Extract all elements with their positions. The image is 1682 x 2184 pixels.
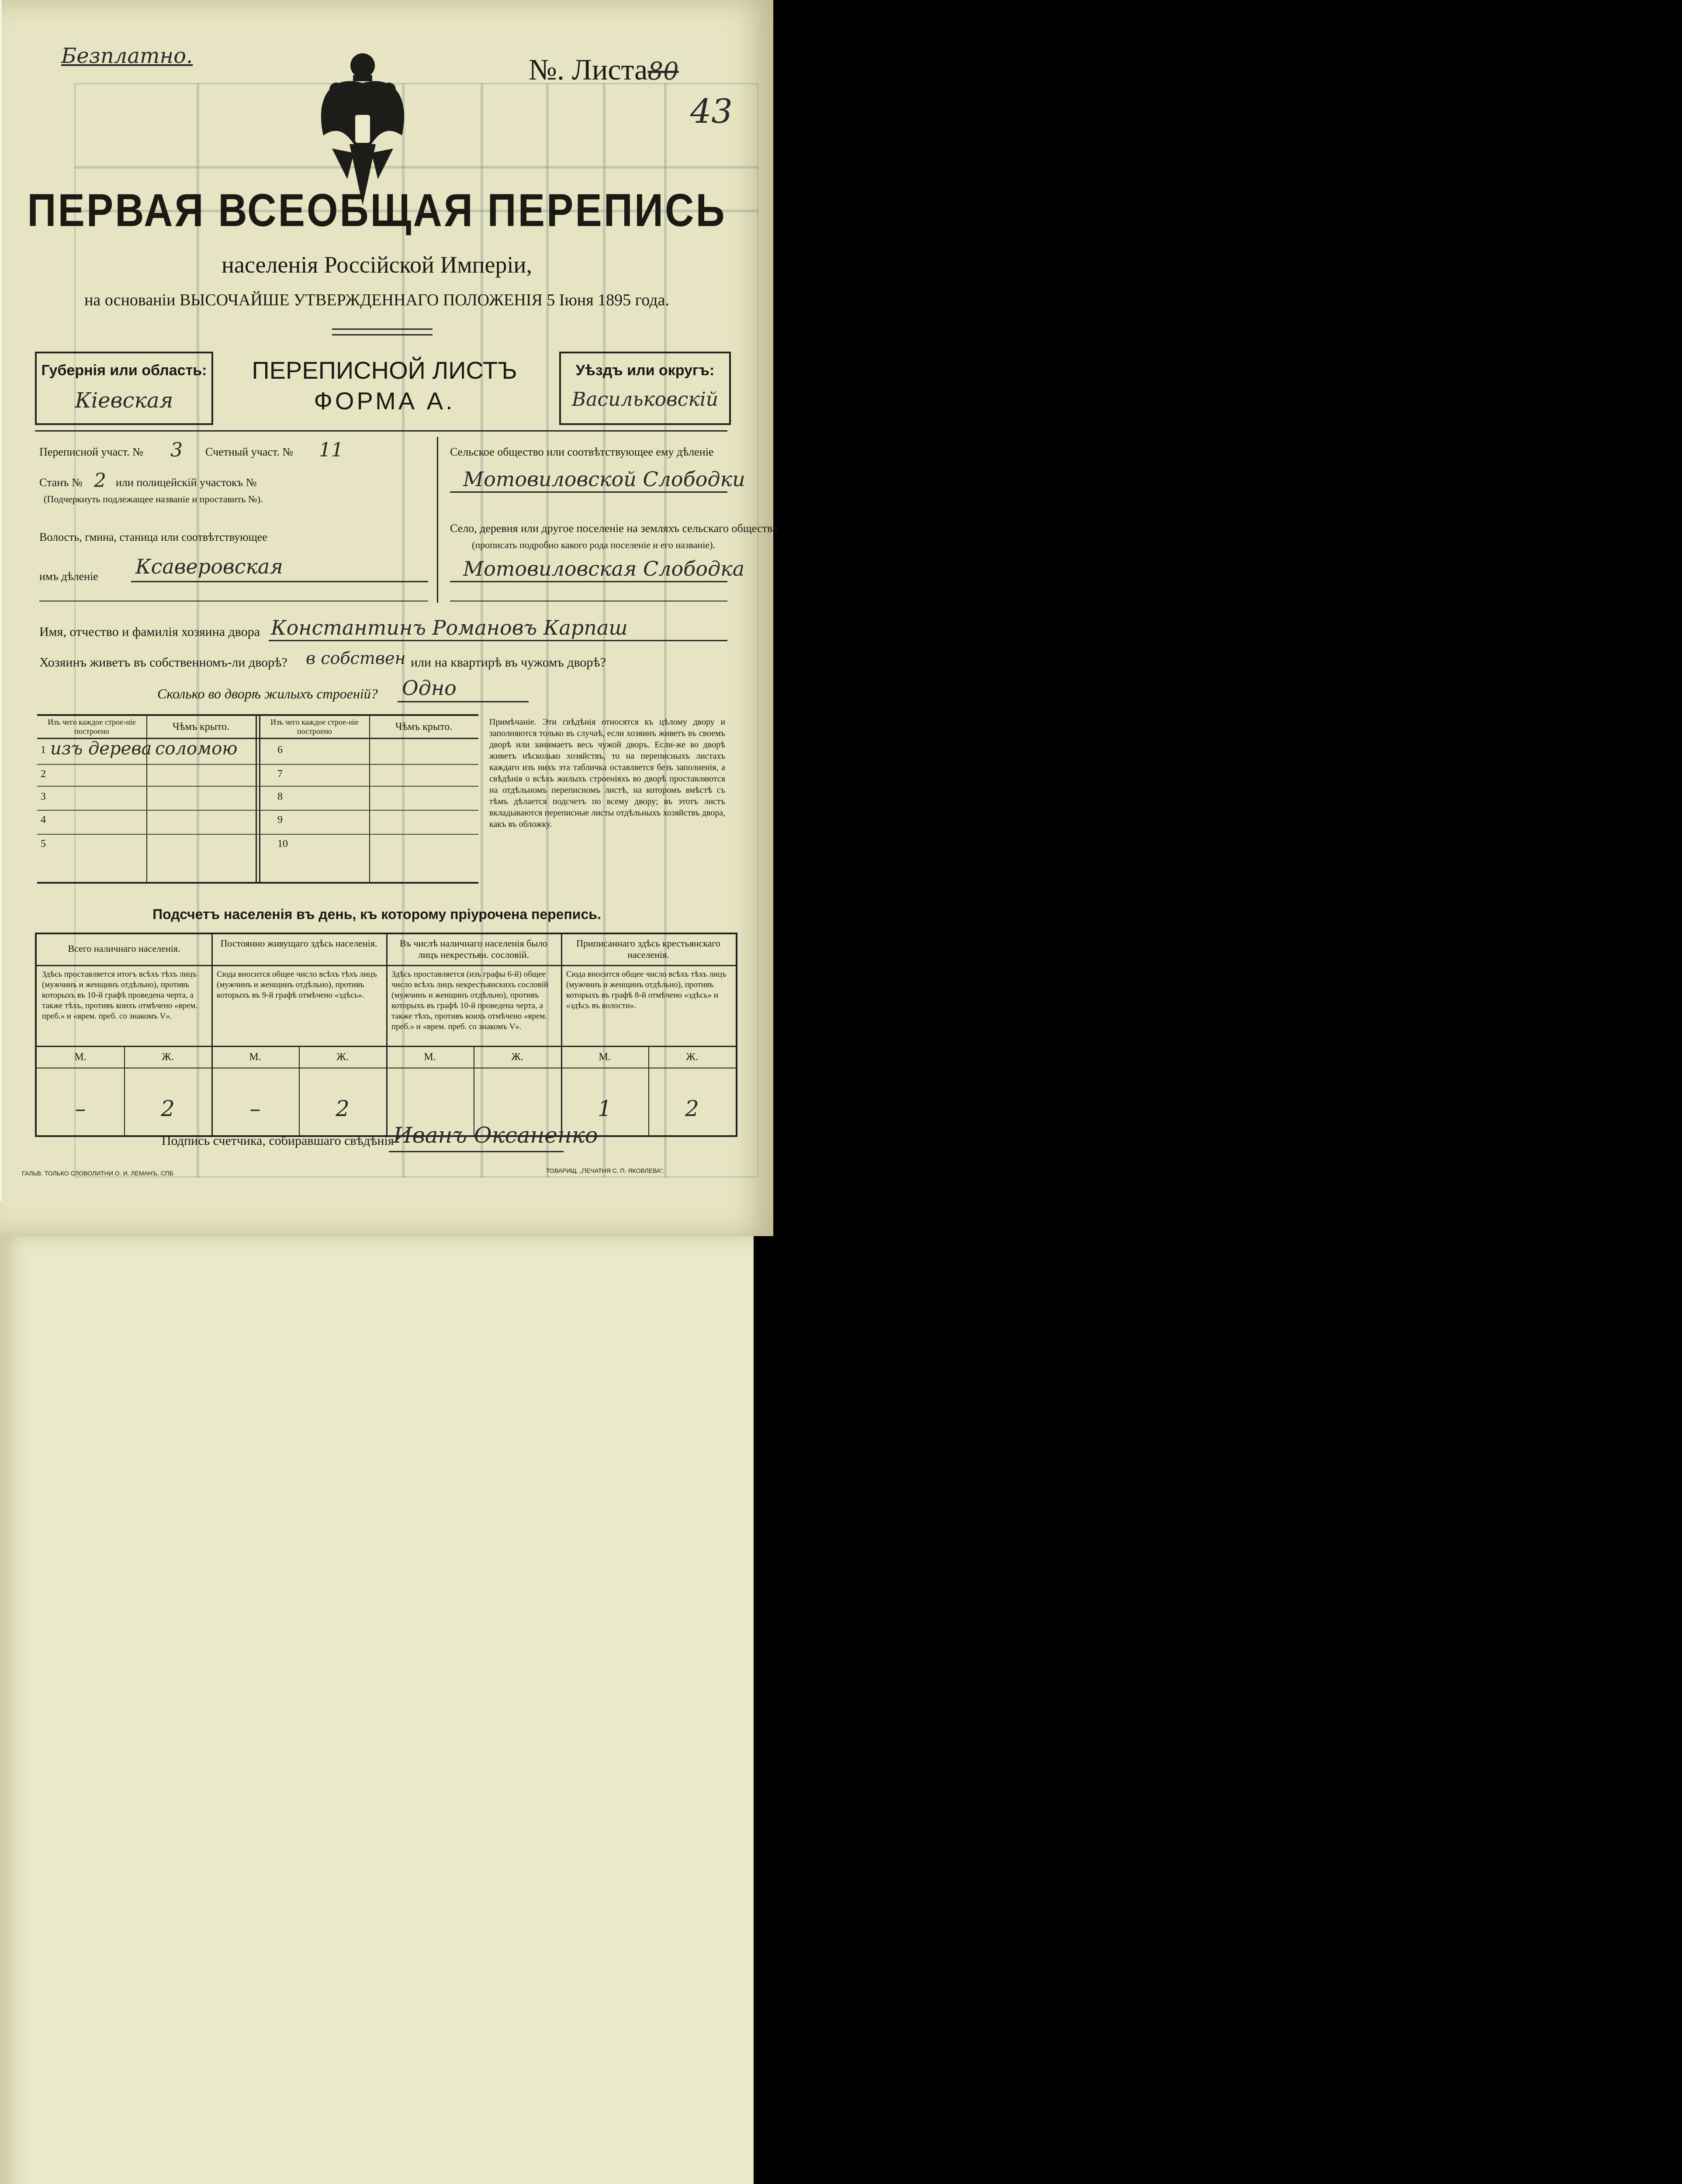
row-number: 9 — [277, 814, 283, 826]
count-zh-label: Ж. — [686, 1051, 698, 1063]
signature-value: Иванъ Оксаненко — [393, 1123, 598, 1148]
society-label: Сельское общество или соотвѣтствующее ему дѣленіе — [450, 446, 714, 458]
table-row-line — [37, 764, 478, 765]
stan-label: Станъ № — [39, 476, 83, 489]
table-col-line — [386, 934, 388, 1135]
row-number: 3 — [41, 791, 46, 802]
count-zh-label: Ж. — [511, 1051, 523, 1063]
census-title: ПЕРВАЯ ВСЕОБЩАЯ ПЕРЕПИСЬ — [27, 185, 727, 236]
row-roof: соломою — [155, 739, 238, 759]
table-row-line — [37, 810, 478, 811]
count-col-head: Всего наличнаго населенія. — [68, 943, 180, 954]
count-zh-value: 2 — [685, 1096, 699, 1121]
row-number: 6 — [277, 744, 283, 756]
count-col-desc: Здѣсь проставляется итогъ всѣхъ тѣхъ лицъ (мужчинъ и женщинъ отдѣльно), противъ которыхъ въ 10-й графѣ проведена черта, а также тѣхъ, противъ коихъ отмѣчено «врем. преб.» и «врем. преб. со знакомъ V». — [42, 970, 198, 1021]
count-m-value: 1 — [598, 1096, 612, 1121]
village-value: Мотовиловская Слободка — [463, 557, 744, 581]
district-value: Васильковскій — [571, 388, 719, 411]
volost-line — [131, 581, 428, 582]
table-col-line — [259, 716, 260, 882]
village-label: Село, деревня или другое поселеніе на земляхъ сельскаго общества — [450, 522, 778, 535]
col-material-header: Изъ чего каждое строе-ніе построено — [48, 718, 136, 736]
field-divider — [437, 437, 438, 603]
count-col-head: Приписаннаго здѣсь крестьянскаго населенія. — [576, 938, 720, 960]
count-m-label: М. — [599, 1051, 611, 1063]
district-label: Уѣздъ или округъ: — [575, 362, 715, 379]
row-number: 5 — [41, 838, 46, 850]
count-m-value: – — [75, 1096, 86, 1121]
count-m-label: М. — [74, 1051, 87, 1063]
sheet-number-label: №. Листа80 — [529, 53, 679, 86]
table-row-line — [37, 834, 478, 835]
census-section-value: 3 — [170, 439, 183, 461]
count-m-label: М. — [249, 1051, 261, 1063]
table-col-line — [256, 716, 257, 882]
title-ornament — [332, 328, 433, 335]
count-col-desc: Сюда вносится общее число всѣхъ тѣхъ лицъ (мужчинъ и женщинъ отдѣльно), противъ которыхъ въ 9-й графѣ отмѣчено «здѣсь». — [217, 970, 377, 1000]
free-label: Безплатно. — [61, 44, 193, 68]
stan-value: 2 — [94, 470, 106, 492]
census-basis: на основаніи ВЫСОЧАЙШЕ УТВЕРЖДЕННАГО ПОЛОЖЕНІЯ 5 Іюня 1895 года. — [84, 291, 669, 309]
printer-imprint-left: ГАЛЬВ. ТОЛЬКО СЛОВОЛИТНИ О. И. ЛЕМАНЪ, СПБ — [22, 1170, 174, 1177]
count-zh-label: Ж. — [336, 1051, 349, 1063]
village-line — [450, 581, 727, 582]
district-box — [559, 352, 731, 425]
province-label: Губернія или область: — [41, 362, 207, 379]
province-value: Кіевская — [75, 388, 173, 413]
lives-value: в собствен — [306, 649, 406, 668]
society-line — [450, 491, 727, 493]
volost-label: Волость, гмина, станица или соотвѣтствующее — [39, 531, 267, 543]
row-number: 4 — [41, 814, 46, 826]
sheet-form: ФОРМА А. — [314, 387, 455, 415]
stan-note: (Подчеркнуть подлежащее названіе и проставить №). — [44, 494, 263, 505]
owner-line — [269, 640, 727, 641]
count-col-head: Постоянно живущаго здѣсь населенія. — [220, 938, 377, 949]
count-m-label: М. — [424, 1051, 436, 1063]
count-col-desc: Сюда вносится общее число всѣхъ тѣхъ лицъ (мужчинъ и женщинъ отдѣльно), противъ которыхъ въ графѣ 8-й отмѣчено «здѣсь» и «здѣсь въ волости». — [566, 970, 727, 1010]
row-number: 10 — [277, 838, 288, 850]
buildings-value: Одно — [402, 676, 457, 700]
owner-label: Имя, отчество и фамилія хозяина двора — [39, 625, 260, 639]
lives-label-2: или на квартирѣ въ чужомъ дворѣ? — [411, 655, 606, 670]
count-zh-value: 2 — [336, 1096, 350, 1121]
society-value: Мотовиловской Слободки — [463, 467, 745, 491]
printer-imprint-right: ТОВАРИЩ. „ПЕЧАТНЯ С. П. ЯКОВЛЕВА“. — [546, 1167, 664, 1174]
buildings-table — [37, 714, 478, 884]
row-number: 8 — [277, 791, 283, 802]
census-section-label: Переписной участ. № — [39, 446, 143, 458]
count-section-value: 11 — [319, 439, 343, 461]
buildings-note: Примѣчаніе. Эти свѣдѣнія относятся къ цѣлому двору и заполняются только въ случаѣ, если хозяинъ живетъ въ своемъ дворѣ или занимаетъ весь чужой дворъ. Если-же во дворѣ живетъ нѣсколько хозяйствъ, то на переписныхъ листахъ каждаго изъ нихъ эта табличка оставляется безъ заполненія, а свѣдѣнія о всѣхъ жилыхъ строеніяхъ во дворѣ проставляются на отдѣльномъ переписномъ листѣ, на которомъ вмѣстѣ съ тѣмъ дѣлается подсчетъ по всему двору; въ этотъ листъ вкладываются переписные листы отдѣльныхъ хозяйствъ двора, какъ въ обложку. — [489, 717, 725, 829]
archive-page-number: 43 — [690, 92, 733, 131]
divider — [35, 430, 727, 432]
count-m-value: – — [249, 1096, 261, 1121]
buildings-line — [398, 701, 529, 702]
count-title: Подсчетъ населенія въ день, къ которому пріурочена перепись. — [152, 906, 601, 922]
binding-strip — [0, 0, 2, 1201]
row-number: 2 — [41, 768, 46, 780]
count-col-head: Въ числѣ наличнаго населенія было лицъ некрестьян. сословій. — [399, 938, 548, 960]
province-box — [35, 352, 213, 425]
signature-label: Подпись счетчика, собиравшаго свѣдѣнія — [162, 1133, 394, 1148]
volost-label-2: имъ дѣленіе — [39, 570, 98, 583]
owner-value: Константинъ Романовъ Карпаш — [271, 616, 628, 639]
col-roof-header-2: Чѣмъ крыто. — [395, 721, 453, 733]
census-form-page — [0, 44, 778, 2184]
count-zh-label: Ж. — [162, 1051, 174, 1063]
row-material: изъ дерева — [50, 739, 152, 759]
table-col-line — [369, 716, 370, 882]
col-roof-header: Чѣмъ крыто. — [172, 721, 230, 733]
count-section-label: Счетный участ. № — [205, 446, 294, 458]
signature-line — [389, 1151, 564, 1152]
sheet-number-value: 80 — [647, 57, 679, 86]
buildings-label: Сколько во дворѣ жилыхъ строеній? — [157, 686, 378, 702]
count-col-desc: Здѣсь проставляется (изъ графы 6-й) общее число всѣхъ лицъ некрестьянскихъ сословій (мужчинъ и женщинъ отдѣльно), противъ которыхъ въ графѣ 10-й проведена черта, а также тѣхъ, противъ коихъ отмѣчено «врем. преб.» и «врем. преб. со знакомъ V». — [391, 970, 549, 1031]
village-note: (прописать подробно какого рода поселеніе и его названіе). — [472, 539, 715, 550]
sheet-title: ПЕРЕПИСНОЙ ЛИСТЪ — [252, 356, 517, 384]
col-material-header-2: Изъ чего каждое строе-ніе построено — [270, 718, 359, 736]
table-row-line — [37, 786, 478, 787]
row-number: 1 — [41, 744, 46, 756]
count-zh-value: 2 — [161, 1096, 175, 1121]
row-number: 7 — [277, 768, 283, 780]
stan-rest-label: или полицейскій участокъ № — [116, 476, 257, 489]
table-row-line — [37, 965, 736, 966]
population-count-table — [35, 933, 737, 1137]
table-row-line — [37, 1046, 736, 1047]
lives-label: Хозяинъ живетъ въ собственномъ-ли дворѣ? — [39, 655, 287, 670]
volost-value: Ксаверовская — [135, 555, 283, 578]
census-subtitle: населенія Россійской Имперіи, — [221, 252, 532, 278]
